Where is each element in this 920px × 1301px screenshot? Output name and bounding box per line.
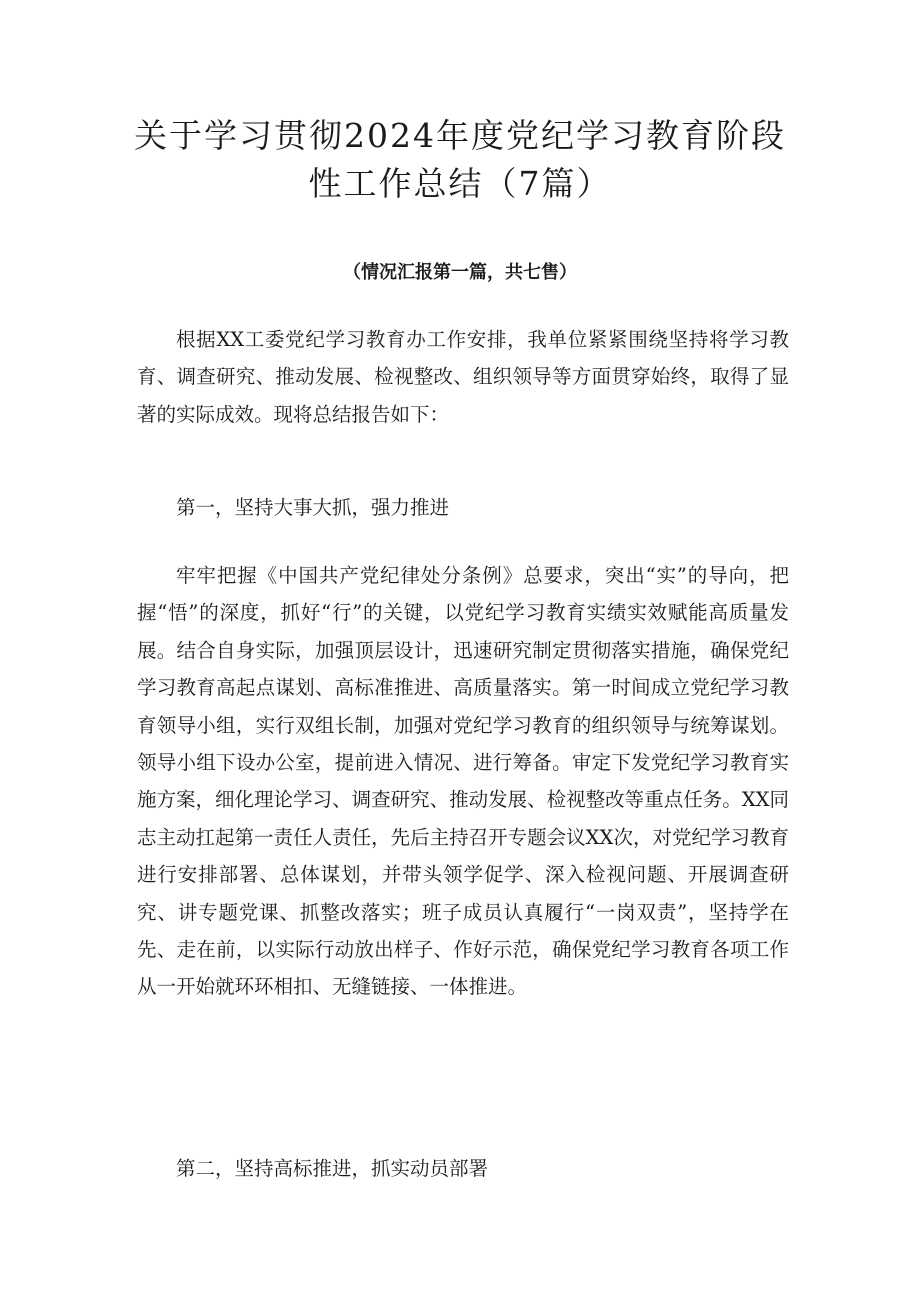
section-1-paragraph: 牢牢把握《中国共产党纪律处分条例》总要求，突出“实”的导向，把握“悟”的深度，抓好“行”的关键，以党纪学习教育实绩实效赋能高质量发展。结合自身实际，加强顶层设计，迅速研究制定贯彻落实措施，确保党纪学习教育高起点谋划、高标准推进、高质量落实。第一时间成立党纪学习教育领导小组，实行双组长制，加强对党纪学习教育的组织领导与统筹谋划。领导小组下设办公室，提前进入情况、进行筹备。审定下发党纪学习教育实施方案，细化理论学习、调查研究、推动发展、检视整改等重点任务。XX同志主动扛起第一责任人责任，先后主持召开专题会议XX次，对党纪学习教育进行安排部署、总体谋划，并带头领学促学、深入检视问题、开展调查研究、讲专题党课、抓整改落实；班子成员认真履行“一岗双责”，坚持学在先、走在前，以实际行动放出样子、作好示范，确保党纪学习教育各项工作从一开始就环环相扣、无缝链接、一体推进。 [137, 564, 789, 999]
title-line-1: 关于学习贯彻2024年度党纪学习教育阶段 [134, 116, 786, 155]
section-1-heading: 第一，坚持大事大抓，强力推进 [176, 496, 450, 519]
document-subtitle: （情况汇报第一篇，共七售） [343, 262, 577, 283]
document-title [120, 112, 800, 208]
intro-paragraph: 根据XX工委党纪学习教育办工作安排，我单位紧紧围绕坚持将学习教育、调查研究、推动发展、检视整改、组织领导等方面贯穿始终，取得了显著的实际成效。现将总结报告如下： [137, 328, 789, 426]
title-line-2: 性工作总结（7篇） [308, 164, 612, 203]
section-2-heading: 第二，坚持高标推进，抓实动员部署 [176, 1157, 489, 1180]
